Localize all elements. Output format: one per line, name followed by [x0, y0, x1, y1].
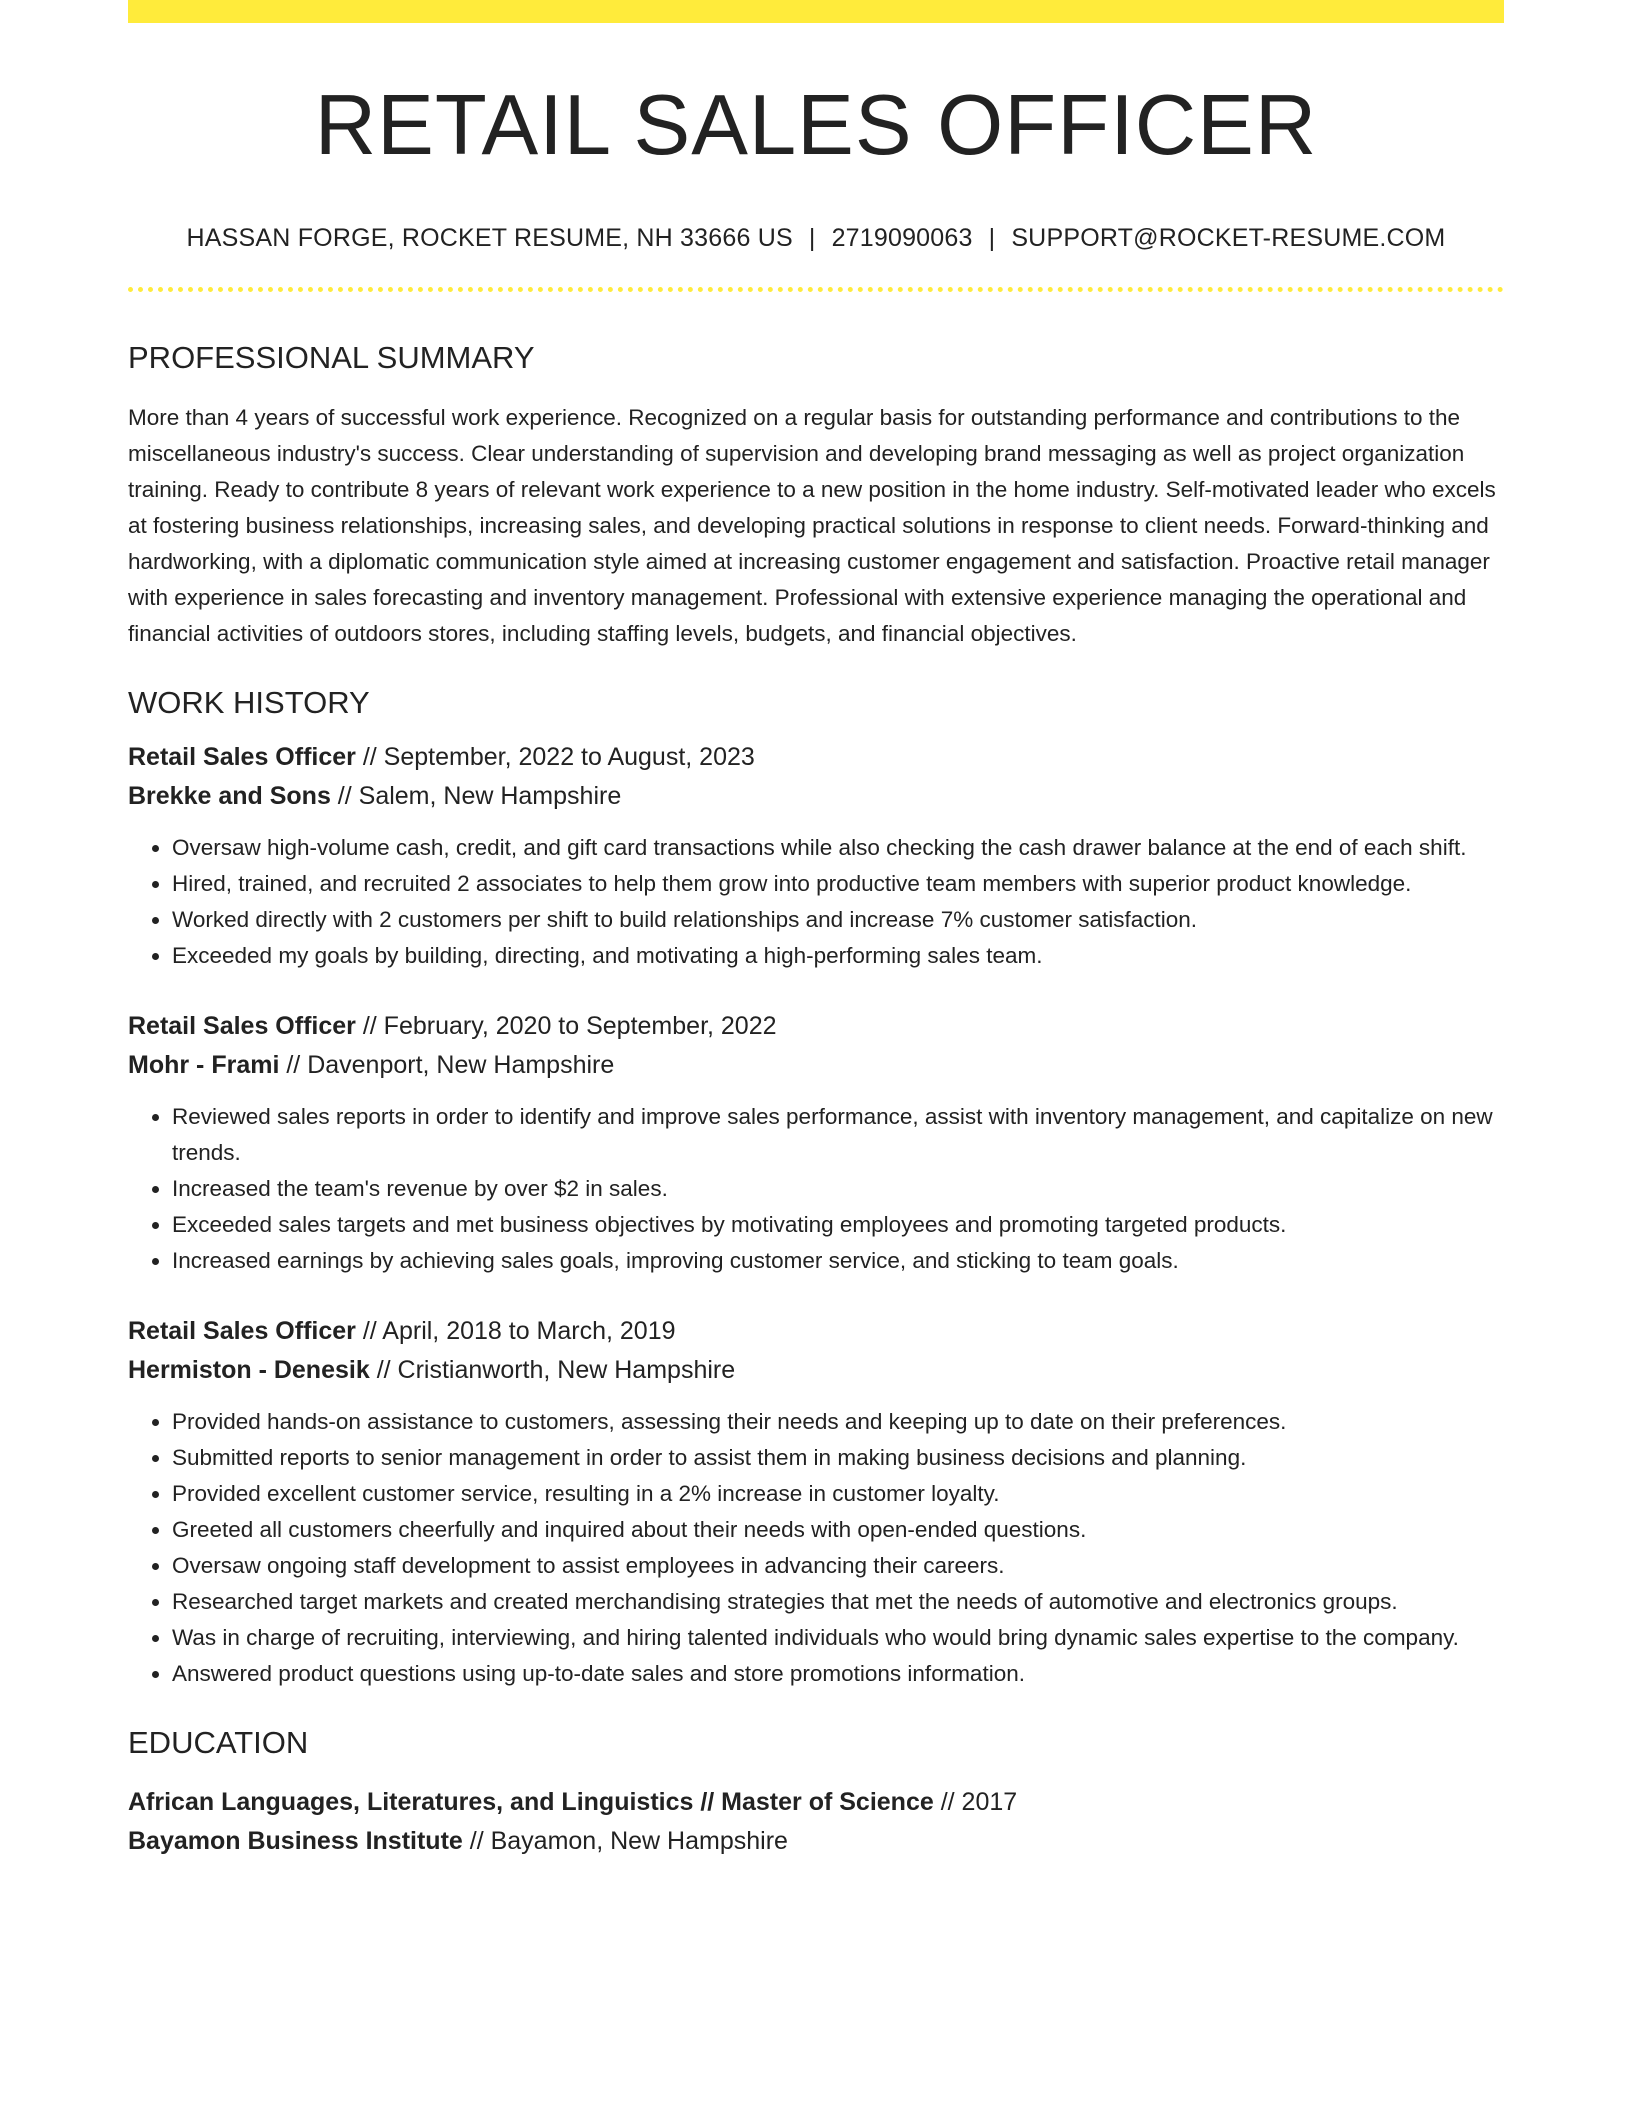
education-school: Bayamon Business Institute	[128, 1827, 463, 1855]
bullet-item: • Exceeded sales targets and met business objectives by motivating employees and promoting targeted products.	[172, 1207, 1504, 1243]
job-location: // Cristianworth, New Hampshire	[369, 1356, 736, 1384]
job-title-line	[128, 1312, 1504, 1351]
job-dates: // April, 2018 to March, 2019	[355, 1317, 676, 1345]
education-degree: African Languages, Literatures, and Linguistics // Master of Science	[128, 1788, 934, 1816]
bullet-item: • Oversaw high-volume cash, credit, and gift card transactions while also checking the cash drawer balance at the end of each shift.	[172, 830, 1504, 866]
bullet-item: • Hired, trained, and recruited 2 associates to help them grow into productive team members with superior product knowledge.	[172, 866, 1504, 902]
job-title: Retail Sales Officer	[128, 1012, 356, 1040]
resume-title: RETAIL SALES OFFICER	[314, 78, 1318, 173]
contact-email: SUPPORT@ROCKET-RESUME.COM	[1011, 224, 1446, 252]
education-entry	[128, 1783, 1504, 1861]
job-company: Brekke and Sons	[128, 782, 331, 810]
work-history-heading: WORK HISTORY	[128, 685, 370, 720]
job-entry	[128, 738, 1504, 974]
job-company-line	[128, 1351, 1504, 1390]
bullet-item: • Increased earnings by achieving sales goals, improving customer service, and sticking to team goals.	[172, 1243, 1504, 1279]
job-bullets	[128, 1404, 1504, 1692]
bullet-item: • Submitted reports to senior management in order to assist them in making business decisions and planning.	[172, 1440, 1504, 1476]
bullet-item: • Reviewed sales reports in order to identify and improve sales performance, assist with inventory management, and capitalize on new trends.	[172, 1099, 1504, 1171]
job-entry	[128, 1312, 1504, 1692]
resume-page	[128, 0, 1504, 1861]
job-company-line	[128, 777, 1504, 816]
bullet-item: • Increased the team's revenue by over $2 in sales.	[172, 1171, 1504, 1207]
education-location: // Bayamon, New Hampshire	[462, 1827, 788, 1855]
job-title-line	[128, 1007, 1504, 1046]
bullet-item: • Provided excellent customer service, resulting in a 2% increase in customer loyalty.	[172, 1476, 1504, 1512]
bullet-item: • Greeted all customers cheerfully and inquired about their needs with open-ended questions.	[172, 1512, 1504, 1548]
contact-line	[128, 226, 1504, 251]
education-degree-line	[128, 1783, 1504, 1822]
bullet-item: • Oversaw ongoing staff development to assist employees in advancing their careers.	[172, 1548, 1504, 1584]
education-year: // 2017	[933, 1788, 1018, 1816]
job-location: // Davenport, New Hampshire	[279, 1051, 615, 1079]
job-bullets	[128, 1099, 1504, 1279]
education-heading: EDUCATION	[128, 1725, 309, 1760]
bullet-item: • Provided hands-on assistance to customers, assessing their needs and keeping up to date on their preferences.	[172, 1404, 1504, 1440]
bullet-item: • Was in charge of recruiting, interviewing, and hiring talented individuals who would bring dynamic sales expertise to the company.	[172, 1620, 1504, 1656]
job-dates: // September, 2022 to August, 2023	[355, 743, 755, 771]
summary-heading: PROFESSIONAL SUMMARY	[128, 340, 535, 375]
job-bullets	[128, 830, 1504, 974]
education-school-line	[128, 1822, 1504, 1861]
contact-phone: 2719090063	[831, 224, 973, 252]
top-accent-bar	[128, 0, 1504, 23]
job-entry	[128, 1007, 1504, 1279]
bullet-item: • Worked directly with 2 customers per shift to build relationships and increase 7% customer satisfaction.	[172, 902, 1504, 938]
contact-address: HASSAN FORGE, ROCKET RESUME, NH 33666 US	[186, 224, 793, 252]
summary-text: More than 4 years of successful work experience. Recognized on a regular basis for outstanding performance and contributions to the miscellaneous industry's success. Clear understanding of supervision and developing brand messaging as well as project organization training. Ready to contribute 8 years of relevant work experience to a new position in the home industry. Self-motivated leader who excels at fostering business relationships, increasing sales, and developing practical solutions in response to client needs. Forward-thinking and hardworking, with a diplomatic communication style aimed at increasing customer engagement and satisfaction. Proactive retail manager with experience in sales forecasting and inventory management. Professional with extensive experience managing the operational and financial activities of outdoors stores, including staffing levels, budgets, and financial objectives.	[128, 405, 1496, 646]
contact-separator: |	[988, 224, 996, 252]
job-title: Retail Sales Officer	[128, 743, 356, 771]
job-title: Retail Sales Officer	[128, 1317, 356, 1345]
job-dates: // February, 2020 to September, 2022	[355, 1012, 777, 1040]
job-title-line	[128, 738, 1504, 777]
job-company: Hermiston - Denesik	[128, 1356, 370, 1384]
job-company-line	[128, 1046, 1504, 1085]
contact-separator: |	[808, 224, 816, 252]
job-location: // Salem, New Hampshire	[330, 782, 622, 810]
work-history-list	[128, 738, 1504, 1692]
job-company: Mohr - Frami	[128, 1051, 280, 1079]
dotted-divider	[128, 287, 1504, 292]
bullet-item: • Answered product questions using up-to-date sales and store promotions information.	[172, 1656, 1504, 1692]
bullet-item: • Exceeded my goals by building, directing, and motivating a high-performing sales team.	[172, 938, 1504, 974]
bullet-item: • Researched target markets and created merchandising strategies that met the needs of automotive and electronics groups.	[172, 1584, 1504, 1620]
